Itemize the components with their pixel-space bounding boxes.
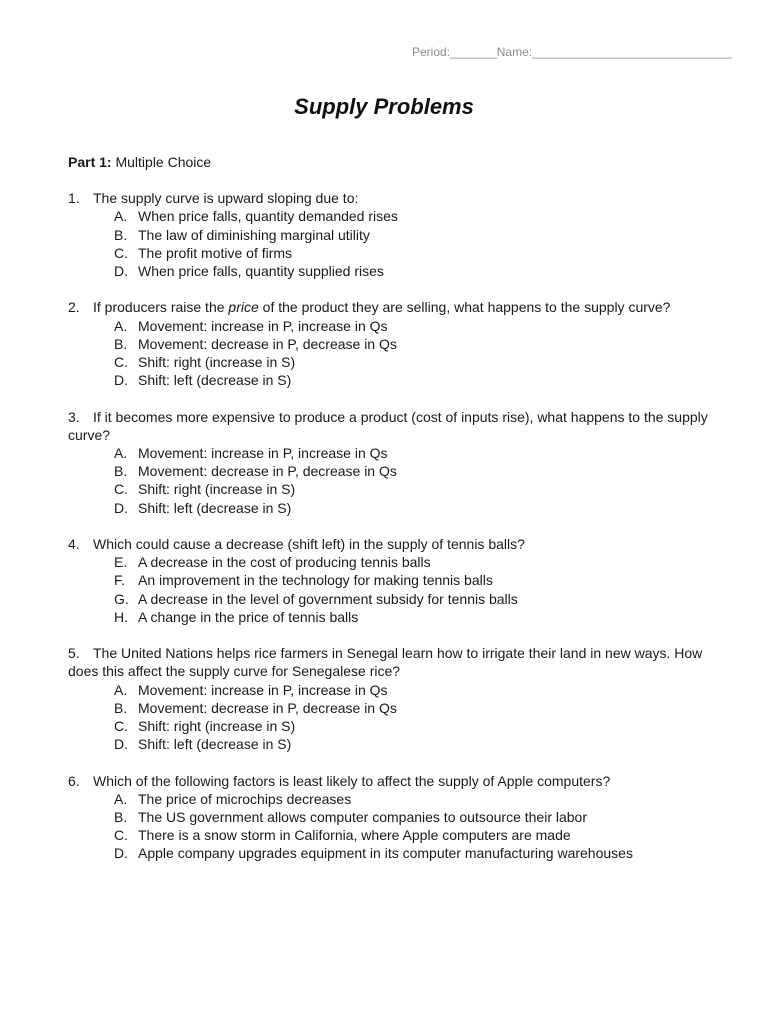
option-letter: D. [114,736,128,753]
option-list [68,790,728,863]
page-title: Supply Problems [294,94,474,119]
option-text: Shift: left (decrease in S) [138,499,292,516]
option-letter: A. [114,317,128,334]
option-item [114,717,728,735]
question-text: If it becomes more expensive to produce a product (cost of inputs rise), what happens to the supply curve? [68,408,708,443]
option-text: Movement: decrease in P, decrease in Qs [138,699,397,716]
option-item [114,681,728,699]
option-item [114,608,728,626]
question-number: 2. [68,299,80,316]
option-text: When price falls, quantity supplied rises [138,263,384,280]
question-1 [68,189,728,280]
question-2 [68,298,728,389]
option-list [68,317,728,390]
option-letter: A. [114,445,128,462]
option-text: Shift: right (increase in S) [138,354,296,371]
option-list [68,207,728,280]
question-text-before: If producers raise the [93,299,229,316]
option-text: An improvement in the technology for making tennis balls [138,572,493,589]
option-text: Apple company upgrades equipment in its computer manufacturing warehouses [138,845,633,862]
option-letter: B. [114,809,128,826]
option-letter: F. [114,572,125,589]
question-text-after: of the product they are selling, what happens to the supply curve? [258,299,671,316]
option-letter: B. [114,463,128,480]
option-letter: G. [114,590,129,607]
question-number: 1. [68,190,80,207]
question-text-emphasis: price [228,299,259,316]
option-text: A decrease in the level of government subsidy for tennis balls [138,590,518,607]
option-list [68,444,728,517]
option-text: A decrease in the cost of producing tennis balls [138,554,431,571]
option-text: When price falls, quantity demanded rises [138,208,398,225]
option-letter: B. [114,226,128,243]
question-text: The supply curve is upward sloping due to: [93,190,359,207]
option-letter: A. [114,681,128,698]
option-letter: D. [114,499,128,516]
option-item [114,826,728,844]
question-stem [68,189,728,207]
option-item [114,553,728,571]
option-letter: D. [114,263,128,280]
option-letter: E. [114,554,128,571]
option-text: The law of diminishing marginal utility [138,226,370,243]
question-6 [68,772,728,863]
option-text: The US government allows computer companies to outsource their labor [138,809,587,826]
option-item [114,335,728,353]
option-item [114,462,728,480]
option-letter: H. [114,608,128,625]
option-text: There is a snow storm in California, where Apple computers are made [138,827,571,844]
option-item [114,590,728,608]
worksheet-content [68,153,728,881]
option-item [114,735,728,753]
option-text: Movement: decrease in P, decrease in Qs [138,463,397,480]
option-list [68,681,728,754]
option-letter: D. [114,845,128,862]
option-letter: D. [114,372,128,389]
question-5 [68,644,728,753]
option-text: Movement: increase in P, increase in Qs [138,445,388,462]
option-item [114,226,728,244]
question-number: 4. [68,536,80,553]
option-letter: A. [114,208,128,225]
question-stem [68,298,728,316]
question-text: The United Nations helps rice farmers in Senegal learn how to irrigate their land in new ways. How does this affect the supply curve for Senegalese rice? [68,645,703,680]
part-label: Part 1: [68,154,112,170]
option-item [114,499,728,517]
option-item [114,244,728,262]
period-name-line: Period:_______Name:______________________________ [412,45,733,59]
question-text: Which of the following factors is least likely to affect the supply of Apple computers? [93,772,611,789]
option-letter: A. [114,790,128,807]
option-item [114,571,728,589]
option-item [114,808,728,826]
option-item [114,371,728,389]
question-stem [68,772,728,790]
option-letter: C. [114,244,128,261]
question-stem [68,644,728,680]
question-number: 6. [68,772,80,789]
option-letter: B. [114,699,128,716]
part-title: Multiple Choice [115,154,212,170]
question-3 [68,408,728,517]
option-item [114,699,728,717]
option-letter: C. [114,354,128,371]
option-item [114,317,728,335]
option-letter: C. [114,481,128,498]
option-letter: C. [114,718,128,735]
option-item [114,790,728,808]
option-letter: B. [114,335,128,352]
part-heading [68,153,728,171]
option-item [114,480,728,498]
option-text: The profit motive of firms [138,244,293,261]
question-stem [68,535,728,553]
option-text: The price of microchips decreases [138,790,352,807]
option-item [114,207,728,225]
option-text: Shift: right (increase in S) [138,481,296,498]
option-item [114,353,728,371]
option-text: Shift: left (decrease in S) [138,372,292,389]
option-text: Movement: decrease in P, decrease in Qs [138,335,397,352]
option-letter: C. [114,827,128,844]
option-item [114,262,728,280]
option-item [114,844,728,862]
question-4 [68,535,728,626]
option-list [68,553,728,626]
option-text: Movement: increase in P, increase in Qs [138,681,388,698]
question-number: 3. [68,408,80,425]
option-text: Shift: left (decrease in S) [138,736,292,753]
question-number: 5. [68,645,80,662]
option-item [114,444,728,462]
option-text: Movement: increase in P, increase in Qs [138,317,388,334]
question-text: Which could cause a decrease (shift left) in the supply of tennis balls? [93,536,525,553]
question-stem [68,408,728,444]
option-text: Shift: right (increase in S) [138,718,296,735]
option-text: A change in the price of tennis balls [138,608,359,625]
